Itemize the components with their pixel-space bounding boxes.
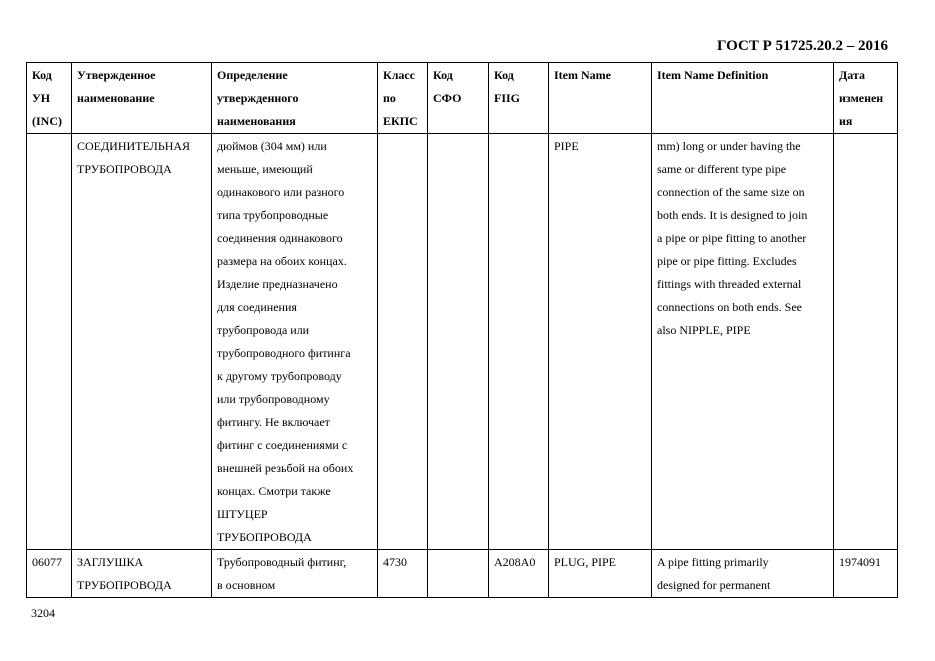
header-text-line: (INC)	[32, 114, 62, 128]
cell-text-line: 06077	[32, 555, 62, 569]
cell-text-line: same or different type pipe	[657, 162, 787, 176]
cell-fiig-code	[489, 550, 549, 598]
cell-text-line: designed for permanent	[657, 578, 771, 592]
cell-change-date	[834, 134, 898, 550]
cell-text-line: типа трубопроводные	[217, 208, 329, 222]
cell-text-line: размера на обоих концах.	[217, 254, 347, 268]
header-text-line: наименования	[217, 114, 296, 128]
cell-text-line: трубопровода или	[217, 323, 310, 337]
header-text-line: Item Name Definition	[657, 68, 769, 82]
cell-text-line: Трубопроводный фитинг,	[217, 555, 347, 569]
cell-text-line: одинакового или разного	[217, 185, 345, 199]
cell-text-line: 1974091	[839, 555, 881, 569]
header-fso-code	[428, 63, 489, 134]
header-text-line: ЕКПС	[383, 114, 418, 128]
cell-approved-name	[72, 134, 212, 550]
cell-change-date	[834, 550, 898, 598]
header-text-line: Дата	[839, 68, 865, 82]
header-item-name-definition	[652, 63, 834, 134]
header-text-line: Item Name	[554, 68, 611, 82]
cell-text-line: СОЕДИНИТЕЛЬНАЯ	[77, 139, 191, 153]
header-text-line: по	[383, 91, 396, 105]
cell-text-line: PIPE	[554, 139, 579, 153]
cell-inc-code	[27, 550, 72, 598]
header-text-line: Класс	[383, 68, 416, 82]
header-text-line: наименование	[77, 91, 155, 105]
cell-text-line: also NIPPLE, PIPE	[657, 323, 751, 337]
header-text-line: Определение	[217, 68, 288, 82]
cell-text-line: соединения одинакового	[217, 231, 343, 245]
cell-text-line: A pipe fitting primarily	[657, 555, 769, 569]
cell-text-line: 4730	[383, 555, 407, 569]
header-text-line: ия	[839, 114, 853, 128]
header-fiig-code	[489, 63, 549, 134]
table-row	[27, 134, 898, 550]
header-change-date	[834, 63, 898, 134]
header-text-line: УН	[32, 91, 51, 105]
document-standard-id: ГОСТ Р 51725.20.2 – 2016	[716, 38, 888, 54]
cell-item-name-definition	[652, 550, 834, 598]
cell-item-name-definition	[652, 134, 834, 550]
cell-text-line: fittings with threaded external	[657, 277, 802, 291]
cell-text-line: PLUG, PIPE	[554, 555, 617, 569]
table-header	[27, 63, 898, 134]
cell-text-line: ТРУБОПРОВОДА	[217, 530, 312, 544]
header-item-name	[549, 63, 652, 134]
table-body	[27, 134, 898, 598]
cell-name-definition	[212, 134, 378, 550]
cell-text-line: ШТУЦЕР	[217, 507, 268, 521]
cell-text-line: для соединения	[217, 300, 297, 314]
cell-fso-code	[428, 550, 489, 598]
cell-text-line: ТРУБОПРОВОДА	[77, 162, 172, 176]
cell-text-line: ЗАГЛУШКА	[77, 555, 144, 569]
header-text-line: СФО	[433, 91, 462, 105]
cell-text-line: ТРУБОПРОВОДА	[77, 578, 172, 592]
cell-text-line: pipe or pipe fitting. Excludes	[657, 254, 797, 268]
cell-text-line: A208A0	[494, 555, 536, 569]
cell-inc-code	[27, 134, 72, 550]
cell-fsc-class	[378, 134, 428, 550]
header-fsc-class	[378, 63, 428, 134]
header-text-line: Код	[433, 68, 453, 82]
cell-text-line: к другому трубопроводу	[217, 369, 342, 383]
header-name-definition	[212, 63, 378, 134]
cell-text-line: в основном	[217, 578, 276, 592]
cell-text-line: connection of the same size on	[657, 185, 805, 199]
cell-fso-code	[428, 134, 489, 550]
cell-fiig-code	[489, 134, 549, 550]
header-row	[27, 63, 898, 134]
cell-text-line: Изделие предназначено	[217, 277, 338, 291]
cell-text-line: mm) long or under having the	[657, 139, 801, 153]
cell-approved-name	[72, 550, 212, 598]
page-number: 3204	[31, 606, 55, 620]
header-text-line: FIIG	[494, 91, 521, 105]
cell-fsc-class	[378, 550, 428, 598]
header-text-line: изменен	[839, 91, 884, 105]
cell-text-line: или трубопроводному	[217, 392, 330, 406]
classification-table	[26, 62, 898, 598]
cell-text-line: connections on both ends. See	[657, 300, 802, 314]
cell-text-line: both ends. It is designed to join	[657, 208, 808, 222]
header-text-line: Код	[32, 68, 52, 82]
table-row	[27, 550, 898, 598]
header-approved-name	[72, 63, 212, 134]
header-text-line: Код	[494, 68, 514, 82]
cell-item-name	[549, 134, 652, 550]
header-text-line: утвержденного	[217, 91, 299, 105]
cell-text-line: фитинг с соединениями с	[217, 438, 348, 452]
cell-text-line: меньше, имеющий	[217, 162, 313, 176]
cell-text-line: концах. Смотри также	[217, 484, 331, 498]
cell-text-line: a pipe or pipe fitting to another	[657, 231, 807, 245]
header-inc-code	[27, 63, 72, 134]
cell-text-line: внешней резьбой на обоих	[217, 461, 354, 475]
cell-item-name	[549, 550, 652, 598]
cell-text-line: трубопроводного фитинга	[217, 346, 351, 360]
cell-text-line: дюймов (304 мм) или	[217, 139, 327, 153]
cell-text-line: фитингу. Не включает	[217, 415, 330, 429]
header-text-line: Утвержденное	[77, 68, 156, 82]
cell-name-definition	[212, 550, 378, 598]
